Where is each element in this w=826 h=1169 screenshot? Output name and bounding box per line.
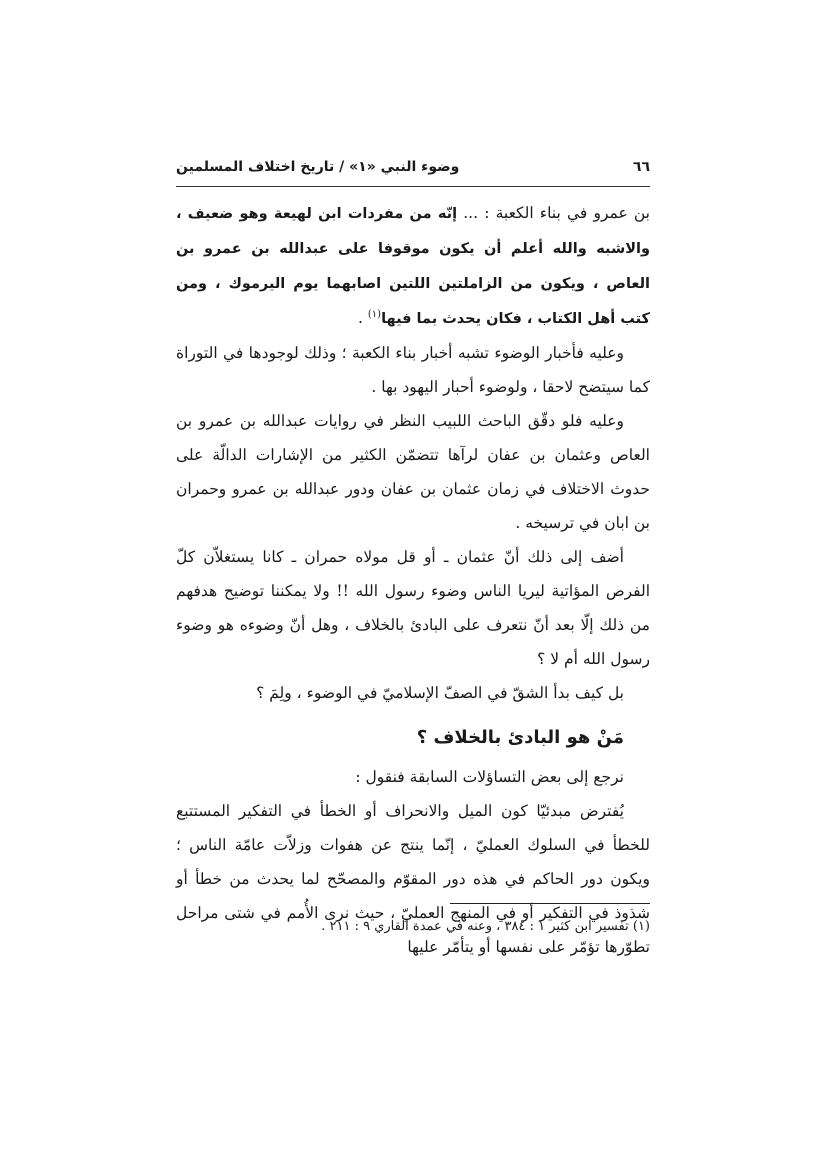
paragraph-3: وعليه فلو دقّق الباحث اللبيب النظر في روايات عبدالله بن عمرو بن العاص وعثمان بن عفان لرآها تتضمّن الكثير من الإشارات الدالّة على حدوث الاختلاف في زمان عثمان بن عفان ودور عبدالله بن عمرو وحمران بن ابان في ترسيخه . [176,412,650,532]
paragraph-6: نرجع إلى بعض التساؤلات السابقة فنقول : [355,768,624,786]
main-text [176,196,650,964]
paragraph-1-end: . [358,309,368,327]
paragraph-4: أضف إلى ذلك أنّ عثمان ـ أو قل مولاه حمران ـ كانا يستغلاّن كلّ الفرص المؤاتية ليريا الناس وضوء رسول الله !! ولا يمكننا توضيح هدفهم من ذلك إلّا بعد أنّ نتعرف على البادئ بالخلاف ، وهل أنّ وضوءه هو وضوء رسول الله أم لا ؟ [176,548,650,668]
footnote: (١) تفسير ابن كثير ١ : ٣٨٤ ، وعنه في عمدة القاري ٩ : ٢١١ . [321,919,650,934]
page-header [176,152,650,182]
paragraph-1-plain: بن عمرو في بناء الكعبة : ... [457,204,650,222]
footnote-divider [450,903,650,904]
paragraph-5: بل كيف بدأ الشقّ في الصفّ الإسلاميّ في الوضوء ، ولِمَ ؟ [256,684,624,702]
paragraph-1 [176,196,650,336]
running-title: وضوء النبي «١» / تاريخ اختلاف المسلمين [176,159,460,175]
quoted-passage: إنّه من مفردات ابن لهيعة وهو ضعيف ، والاشبه والله أعلم أن يكون موقوفا على عبدالله بن عمرو بن العاص ، ويكون من الزاملتين اللتين اصابهما يوم اليرموك ، ومن كتب أهل الكتاب ، فكان يحدث بما فيها [176,206,650,327]
footnote-reference: (١) [367,308,382,320]
page-number: ٦٦ [632,159,650,175]
section-heading: مَنْ هو البادئ بالخلاف ؟ [416,727,624,748]
paragraph-7: يُفترض مبدئيّا كون الميل والانحراف أو الخطأ في التفكير المستتبع للخطأ في السلوك العمليّ ، إنّما ينتج عن هفوات وزلاّت عامّة الناس ؛ ويكون دور الحاكم في هذه دور المقوّم والمصحّح لما يحدث من خطأ أو شذوذ في التفكير أو في المنهج العمليّ ، حيث نرى الأُمم في شتى مراحل تطوّرها تؤمّر على نفسها أو يتأمّر عليها [176,802,650,956]
header-divider [176,186,650,187]
paragraph-2: وعليه فأخبار الوضوء تشبه أخبار بناء الكعبة ؛ وذلك لوجودها في التوراة كما سيتضح لاحقا ، ولوضوء أحبار اليهود بها . [176,344,650,396]
